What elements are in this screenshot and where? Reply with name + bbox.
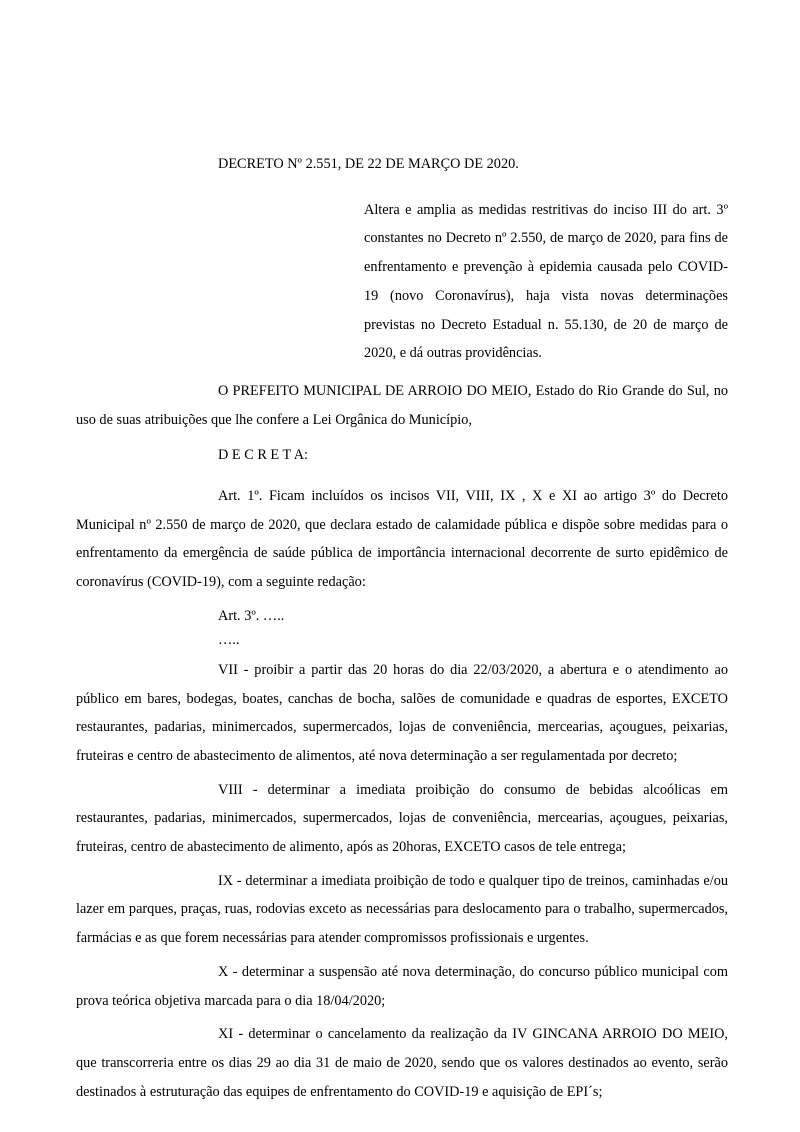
inciso-x-paragraph: X - determinar a suspensão até nova determinação, do concurso público municipal com prova teórica objetiva marcada para o dia 18/04/2020;	[76, 963, 728, 1009]
article-3-caput-line: Art. 3º. …..	[218, 607, 285, 624]
inciso-viii-paragraph: VIII - determinar a imediata proibição do consumo de bebidas alcoólicas em restaurantes, padarias, minimercados, supermercados, lojas de conveniência, mercearias, açougues, peixarias, fruteiras, centro de abastecimento de alimento, após as 20horas, EXCETO casos de tele entrega;	[76, 781, 728, 856]
decree-title: DECRETO Nº 2.551, DE 22 DE MARÇO DE 2020.	[218, 156, 519, 172]
inciso-xi-paragraph: XI - determinar o cancelamento da realização da IV GINCANA ARROIO DO MEIO, que transcorreria entre os dias 29 ao dia 31 de maio de 2020, sendo que os valores destinados ao evento, serão destinados à estruturação das equipes de enfrentamento do COVID-19 e aquisição de EPI´s;	[76, 1026, 728, 1100]
article-1-paragraph: Art. 1º. Ficam incluídos os incisos VII, VIII, IX , X e XI ao artigo 3º do Decreto Municipal nº 2.550 de março de 2020, que declara estado de calamidade pública e dispõe sobre medidas para o enfrentamento da emergência de saúde pública de importância internacional decorrente de surto epidêmico de coronavírus (COVID-19), com a seguinte redação:	[76, 488, 728, 591]
ellipsis-line: …..	[218, 631, 240, 648]
decree-epigraph: Altera e amplia as medidas restritivas do inciso III do art. 3º constantes no Decreto nº 2.550, de março de 2020, para fins de enfrentamento e prevenção à epidemia causada pelo COVID-19 (novo Coronavírus), haja vista novas determinações previstas no Decreto Estadual n. 55.130, de 20 de março de 2020, e dá outras providências.	[364, 201, 728, 362]
decree-preamble: O PREFEITO MUNICIPAL DE ARROIO DO MEIO, Estado do Rio Grande do Sul, no uso de suas atribuições que lhe confere a Lei Orgânica do Município,	[76, 382, 728, 428]
decreta-heading: D E C R E T A:	[218, 447, 309, 464]
inciso-vii-paragraph: VII - proibir a partir das 20 horas do dia 22/03/2020, a abertura e o atendimento ao público em bares, bodegas, boates, canchas de bocha, salões de comunidade e quadras de esportes, EXCETO restaurantes, padarias, minimercados, supermercados, lojas de conveniência, mercearias, açougues, peixarias, fruteiras e centro de abastecimento de alimentos, até nova determinação a ser regulamentada por decreto;	[76, 661, 728, 764]
inciso-ix-paragraph: IX - determinar a imediata proibição de todo e qualquer tipo de treinos, caminhadas e/ou lazer em parques, praças, ruas, rodovias exceto as necessárias para deslocamento para o trabalho, supermercados, farmácias e as que forem necessárias para atender compromissos profissionais e urgentes.	[76, 872, 728, 947]
